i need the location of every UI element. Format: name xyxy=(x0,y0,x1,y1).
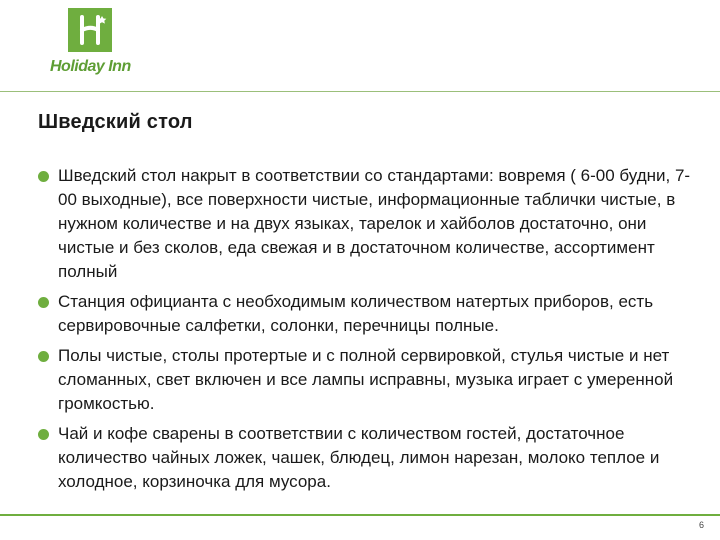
slide-title: Шведский стол xyxy=(38,111,193,133)
bullet-item xyxy=(38,422,698,494)
bullet-text: Чай и кофе сварены в соответствии с количеством гостей, достаточное количество чайных ложек, чашек, блюдец, лимон нарезан, молоко теплое и холодное, корзиночка для мусора. xyxy=(58,424,660,491)
bullet-item xyxy=(38,290,698,338)
bullet-item xyxy=(38,344,698,416)
holiday-inn-logo xyxy=(50,8,130,84)
logo-wordmark: Holiday Inn xyxy=(50,58,131,75)
bullet-dot-icon xyxy=(38,297,49,308)
footer-line xyxy=(0,514,720,516)
header-divider xyxy=(0,91,720,92)
page-number: 6 xyxy=(698,520,704,530)
bullet-dot-icon xyxy=(38,351,49,362)
bullet-list xyxy=(38,164,698,500)
bullet-dot-icon xyxy=(38,171,49,182)
footer-bar xyxy=(0,514,720,540)
bullet-text: Станция официанта с необходимым количеством натертых приборов, есть сервировочные салфетки, солонки, перечницы полные. xyxy=(58,292,654,335)
bullet-dot-icon xyxy=(38,429,49,440)
bullet-item xyxy=(38,164,698,284)
holiday-inn-h-icon xyxy=(68,8,112,52)
bullet-text: Шведский стол накрыт в соответствии со стандартами: вовремя ( 6-00 будни, 7-00 выходные), все поверхности чистые, информационные таблички чистые, в нужном количестве и на двух языках, тарелок и хайболов достаточно, они чистые и без сколов, еда свежая и в достаточном количестве, ассортимент полный xyxy=(58,166,691,281)
bullet-text: Полы чистые, столы протертые и с полной сервировкой, стулья чистые и нет сломанных, свет включен и все лампы исправны, музыка играет с умеренной громкостью. xyxy=(58,346,674,413)
